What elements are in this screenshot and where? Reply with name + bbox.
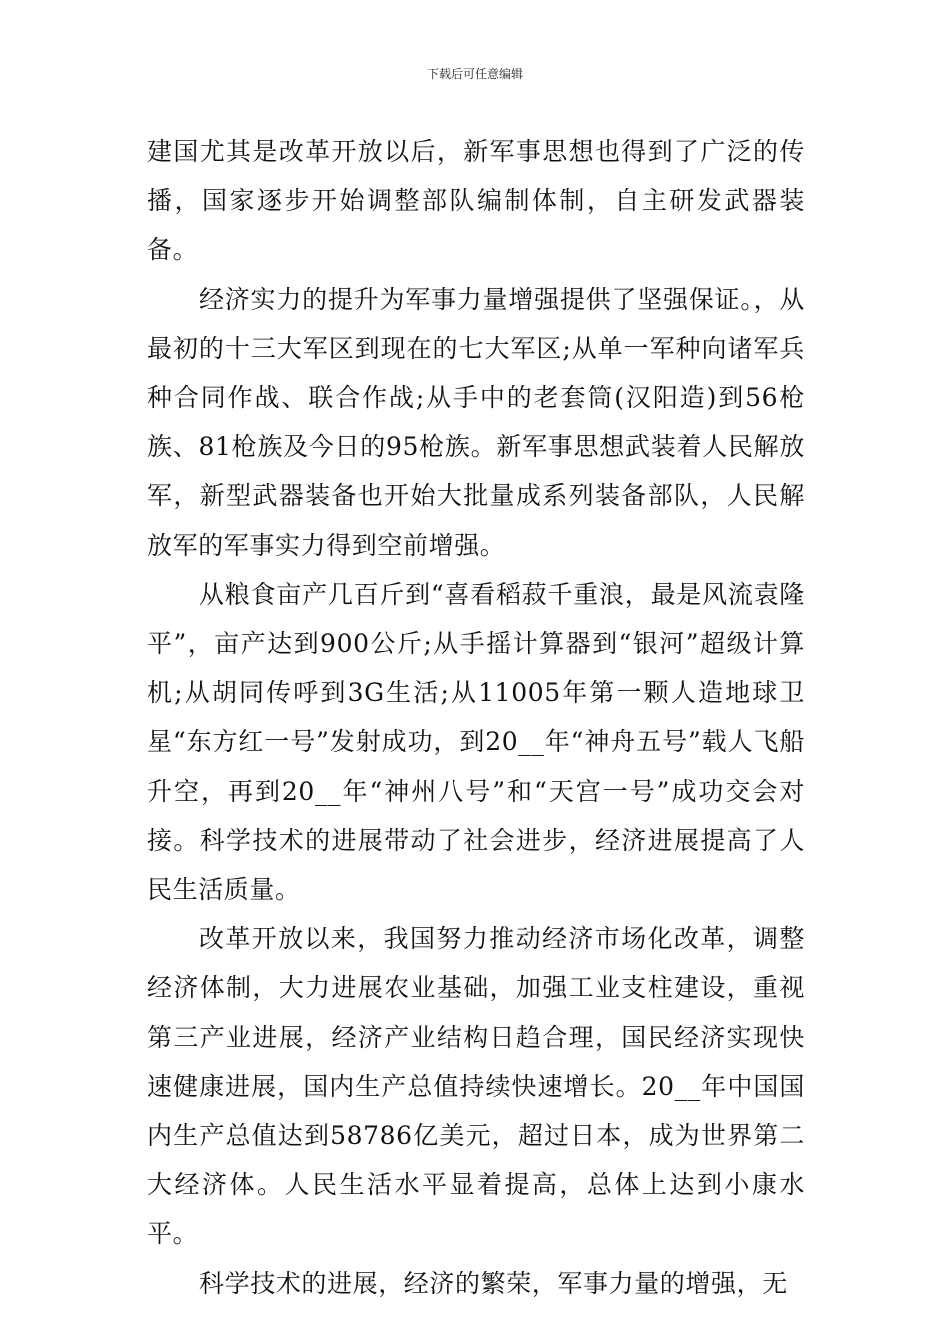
paragraph-1: 建国尤其是改革开放以后，新军事思想也得到了广泛的传播，国家逐步开始调整部队编制体制，自主研发武器装备。: [147, 137, 805, 265]
page-header-note: 下载后可任意编辑: [426, 67, 523, 81]
document-body: [147, 127, 805, 1308]
paragraph-2: 经济实力的提升为军事力量增强提供了坚强保证。，从最初的十三大军区到现在的七大军区;从单一军种向诸军兵种合同作战、联合作战;从手中的老套筒(汉阳造)到56枪族、81枪族及今日的95枪族。新军事思想武装着人民解放军，新型武器装备也开始大批量成系列装备部队，人民解放军的军事实力得到空前增强。: [147, 284, 805, 560]
paragraph-3: 从粮食亩产几百斤到“喜看稻菽千重浪，最是风流袁隆平”，亩产达到900公斤;从手摇计算器到“银河”超级计算机;从胡同传呼到3G生活;从11005年第一颗人造地球卫星“东方红一号”发射成功，到20__年“神舟五号”载人飞船升空，再到20__年“神州八号”和“天宫一号”成功交会对接。科学技术的进展带动了社会进步，经济进展提高了人民生活质量。: [147, 579, 805, 905]
paragraph-5: 科学技术的进展，经济的繁荣，军事力量的增强，无: [199, 1268, 788, 1298]
paragraph-4: 改革开放以来，我国努力推动经济市场化改革，调整经济体制，大力进展农业基础，加强工业支柱建设，重视第三产业进展，经济产业结构日趋合理，国民经济实现快速健康进展，国内生产总值持续快速增长。20__年中国国内生产总值达到58786亿美元，超过日本，成为世界第二大经济体。人民生活水平显着提高，总体上达到小康水平。: [147, 924, 805, 1249]
